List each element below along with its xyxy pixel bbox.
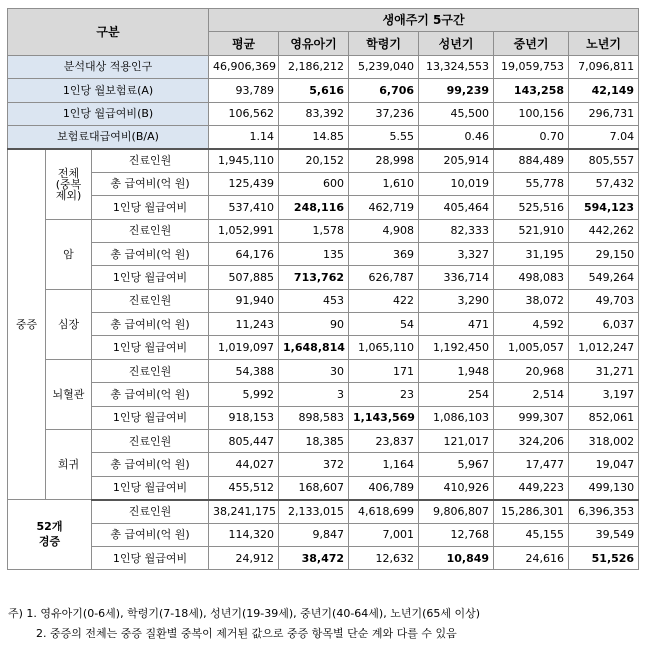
- value-cell: 14.85: [279, 125, 349, 148]
- table-row: [8, 500, 639, 523]
- value-cell: 12,632: [349, 546, 419, 569]
- metric-label: 총 급여비(억 원): [92, 453, 209, 476]
- value-cell: 37,236: [349, 102, 419, 125]
- value-cell: 93,789: [209, 79, 279, 102]
- row-label: 1인당 월보험료(A): [8, 79, 209, 102]
- value-cell: 46,906,369: [209, 55, 279, 78]
- value-cell: 1,143,569: [349, 406, 419, 429]
- table-row: [8, 359, 639, 382]
- value-cell: 5,992: [209, 383, 279, 406]
- value-cell: 125,439: [209, 172, 279, 195]
- metric-label: 진료인원: [92, 430, 209, 453]
- value-cell: 4,618,699: [349, 500, 419, 523]
- value-cell: 594,123: [569, 196, 639, 219]
- metric-label: 1인당 월급여비: [92, 546, 209, 569]
- value-cell: 0.46: [419, 125, 494, 148]
- value-cell: 31,195: [494, 242, 569, 265]
- table-row: [8, 289, 639, 312]
- value-cell: 1,578: [279, 219, 349, 242]
- value-cell: 405,464: [419, 196, 494, 219]
- table-row: [8, 406, 639, 429]
- value-cell: 19,047: [569, 453, 639, 476]
- value-cell: 499,130: [569, 476, 639, 499]
- metric-label: 진료인원: [92, 149, 209, 172]
- header-span-title: 생애주기 5구간: [209, 9, 639, 32]
- table-row: [8, 219, 639, 242]
- table-row: [8, 79, 639, 102]
- footnotes: [8, 604, 644, 644]
- value-cell: 100,156: [494, 102, 569, 125]
- column-header: 평균: [209, 32, 279, 55]
- value-cell: 918,153: [209, 406, 279, 429]
- value-cell: 1,610: [349, 172, 419, 195]
- value-cell: 5.55: [349, 125, 419, 148]
- value-cell: 205,914: [419, 149, 494, 172]
- value-cell: 254: [419, 383, 494, 406]
- value-cell: 406,789: [349, 476, 419, 499]
- value-cell: 2,186,212: [279, 55, 349, 78]
- table-row: [8, 102, 639, 125]
- value-cell: 805,557: [569, 149, 639, 172]
- value-cell: 5,967: [419, 453, 494, 476]
- value-cell: 1,945,110: [209, 149, 279, 172]
- value-cell: 13,324,553: [419, 55, 494, 78]
- value-cell: 3,290: [419, 289, 494, 312]
- value-cell: 6,706: [349, 79, 419, 102]
- value-cell: 2,133,015: [279, 500, 349, 523]
- metric-label: 진료인원: [92, 289, 209, 312]
- value-cell: 57,432: [569, 172, 639, 195]
- value-cell: 4,908: [349, 219, 419, 242]
- column-header: 성년기: [419, 32, 494, 55]
- value-cell: 114,320: [209, 523, 279, 546]
- metric-label: 1인당 월급여비: [92, 406, 209, 429]
- value-cell: 29,150: [569, 242, 639, 265]
- value-cell: 525,516: [494, 196, 569, 219]
- value-cell: 898,583: [279, 406, 349, 429]
- disease-group-label: 전체 (중복 제외): [46, 149, 92, 219]
- table-body: [8, 55, 639, 570]
- value-cell: 3: [279, 383, 349, 406]
- value-cell: 0.70: [494, 125, 569, 148]
- value-cell: 38,072: [494, 289, 569, 312]
- column-header: 영유아기: [279, 32, 349, 55]
- value-cell: 20,152: [279, 149, 349, 172]
- value-cell: 1,192,450: [419, 336, 494, 359]
- table-row: [8, 336, 639, 359]
- value-cell: 1,164: [349, 453, 419, 476]
- metric-label: 총 급여비(억 원): [92, 313, 209, 336]
- value-cell: 10,849: [419, 546, 494, 569]
- value-cell: 38,241,175: [209, 500, 279, 523]
- value-cell: 324,206: [494, 430, 569, 453]
- value-cell: 44,027: [209, 453, 279, 476]
- value-cell: 1.14: [209, 125, 279, 148]
- metric-label: 총 급여비(억 원): [92, 242, 209, 265]
- value-cell: 45,155: [494, 523, 569, 546]
- value-cell: 296,731: [569, 102, 639, 125]
- value-cell: 471: [419, 313, 494, 336]
- value-cell: 5,616: [279, 79, 349, 102]
- value-cell: 462,719: [349, 196, 419, 219]
- value-cell: 1,052,991: [209, 219, 279, 242]
- value-cell: 39,549: [569, 523, 639, 546]
- table-row: [8, 55, 639, 78]
- value-cell: 83,392: [279, 102, 349, 125]
- value-cell: 18,385: [279, 430, 349, 453]
- severe-group-label: 중증: [8, 149, 46, 500]
- value-cell: 45,500: [419, 102, 494, 125]
- table-row: [8, 266, 639, 289]
- value-cell: 318,002: [569, 430, 639, 453]
- disease-group-label: 희귀: [46, 430, 92, 500]
- value-cell: 11,243: [209, 313, 279, 336]
- value-cell: 6,037: [569, 313, 639, 336]
- metric-label: 1인당 월급여비: [92, 476, 209, 499]
- value-cell: 453: [279, 289, 349, 312]
- row-label: 보험료대급여비(B/A): [8, 125, 209, 148]
- table-row: [8, 172, 639, 195]
- row-label: 분석대상 적용인구: [8, 55, 209, 78]
- value-cell: 15,286,301: [494, 500, 569, 523]
- value-cell: 171: [349, 359, 419, 382]
- value-cell: 507,885: [209, 266, 279, 289]
- table-row: [8, 149, 639, 172]
- table-row: [8, 453, 639, 476]
- value-cell: 20,968: [494, 359, 569, 382]
- value-cell: 143,258: [494, 79, 569, 102]
- value-cell: 168,607: [279, 476, 349, 499]
- table-row: [8, 242, 639, 265]
- table-row: [8, 383, 639, 406]
- value-cell: 106,562: [209, 102, 279, 125]
- mild-group-label: 52개 경증: [8, 500, 92, 570]
- value-cell: 455,512: [209, 476, 279, 499]
- value-cell: 1,948: [419, 359, 494, 382]
- footnote-2: 2. 중증의 전체는 중증 질환별 중복이 제거된 값으로 중증 항목별 단순 계와 다를 수 있음: [36, 627, 457, 640]
- metric-label: 1인당 월급여비: [92, 336, 209, 359]
- metric-label: 진료인원: [92, 500, 209, 523]
- value-cell: 372: [279, 453, 349, 476]
- value-cell: 24,912: [209, 546, 279, 569]
- metric-label: 진료인원: [92, 359, 209, 382]
- value-cell: 248,116: [279, 196, 349, 219]
- column-header: 노년기: [569, 32, 639, 55]
- value-cell: 19,059,753: [494, 55, 569, 78]
- value-cell: 4,592: [494, 313, 569, 336]
- value-cell: 7.04: [569, 125, 639, 148]
- value-cell: 1,019,097: [209, 336, 279, 359]
- value-cell: 549,264: [569, 266, 639, 289]
- value-cell: 12,768: [419, 523, 494, 546]
- value-cell: 442,262: [569, 219, 639, 242]
- table-row: [8, 313, 639, 336]
- value-cell: 999,307: [494, 406, 569, 429]
- value-cell: 10,019: [419, 172, 494, 195]
- value-cell: 91,940: [209, 289, 279, 312]
- metric-label: 1인당 월급여비: [92, 196, 209, 219]
- value-cell: 1,648,814: [279, 336, 349, 359]
- header-gubun: 구분: [8, 9, 209, 56]
- value-cell: 626,787: [349, 266, 419, 289]
- value-cell: 1,012,247: [569, 336, 639, 359]
- footnote-1: 주) 1. 영유아기(0-6세), 학령기(7-18세), 성년기(19-39세), 중년기(40-64세), 노년기(65세 이상): [8, 607, 481, 620]
- value-cell: 54: [349, 313, 419, 336]
- value-cell: 135: [279, 242, 349, 265]
- value-cell: 55,778: [494, 172, 569, 195]
- value-cell: 64,176: [209, 242, 279, 265]
- table-row: [8, 546, 639, 569]
- disease-group-label: 암: [46, 219, 92, 289]
- metric-label: 총 급여비(억 원): [92, 523, 209, 546]
- value-cell: 24,616: [494, 546, 569, 569]
- value-cell: 31,271: [569, 359, 639, 382]
- metric-label: 1인당 월급여비: [92, 266, 209, 289]
- table-row: [8, 430, 639, 453]
- value-cell: 884,489: [494, 149, 569, 172]
- value-cell: 498,083: [494, 266, 569, 289]
- value-cell: 2,514: [494, 383, 569, 406]
- value-cell: 121,017: [419, 430, 494, 453]
- column-header: 중년기: [494, 32, 569, 55]
- disease-group-label: 심장: [46, 289, 92, 359]
- metric-label: 총 급여비(억 원): [92, 172, 209, 195]
- value-cell: 82,333: [419, 219, 494, 242]
- value-cell: 336,714: [419, 266, 494, 289]
- value-cell: 28,998: [349, 149, 419, 172]
- row-label: 1인당 월급여비(B): [8, 102, 209, 125]
- value-cell: 805,447: [209, 430, 279, 453]
- value-cell: 410,926: [419, 476, 494, 499]
- value-cell: 1,005,057: [494, 336, 569, 359]
- value-cell: 99,239: [419, 79, 494, 102]
- value-cell: 30: [279, 359, 349, 382]
- value-cell: 422: [349, 289, 419, 312]
- value-cell: 38,472: [279, 546, 349, 569]
- table-row: [8, 476, 639, 499]
- table-row: [8, 196, 639, 219]
- value-cell: 521,910: [494, 219, 569, 242]
- value-cell: 17,477: [494, 453, 569, 476]
- lifecycle-cost-table: [7, 8, 639, 570]
- value-cell: 49,703: [569, 289, 639, 312]
- value-cell: 7,001: [349, 523, 419, 546]
- value-cell: 3,197: [569, 383, 639, 406]
- value-cell: 51,526: [569, 546, 639, 569]
- value-cell: 852,061: [569, 406, 639, 429]
- value-cell: 42,149: [569, 79, 639, 102]
- value-cell: 6,396,353: [569, 500, 639, 523]
- table-row: [8, 523, 639, 546]
- disease-group-label: 뇌혈관: [46, 359, 92, 429]
- value-cell: 5,239,040: [349, 55, 419, 78]
- value-cell: 9,847: [279, 523, 349, 546]
- value-cell: 23: [349, 383, 419, 406]
- value-cell: 1,086,103: [419, 406, 494, 429]
- value-cell: 537,410: [209, 196, 279, 219]
- table-row: [8, 125, 639, 148]
- metric-label: 총 급여비(억 원): [92, 383, 209, 406]
- value-cell: 713,762: [279, 266, 349, 289]
- value-cell: 54,388: [209, 359, 279, 382]
- value-cell: 23,837: [349, 430, 419, 453]
- value-cell: 3,327: [419, 242, 494, 265]
- value-cell: 9,806,807: [419, 500, 494, 523]
- value-cell: 369: [349, 242, 419, 265]
- value-cell: 449,223: [494, 476, 569, 499]
- value-cell: 90: [279, 313, 349, 336]
- value-cell: 1,065,110: [349, 336, 419, 359]
- column-header: 학령기: [349, 32, 419, 55]
- value-cell: 7,096,811: [569, 55, 639, 78]
- value-cell: 600: [279, 172, 349, 195]
- metric-label: 진료인원: [92, 219, 209, 242]
